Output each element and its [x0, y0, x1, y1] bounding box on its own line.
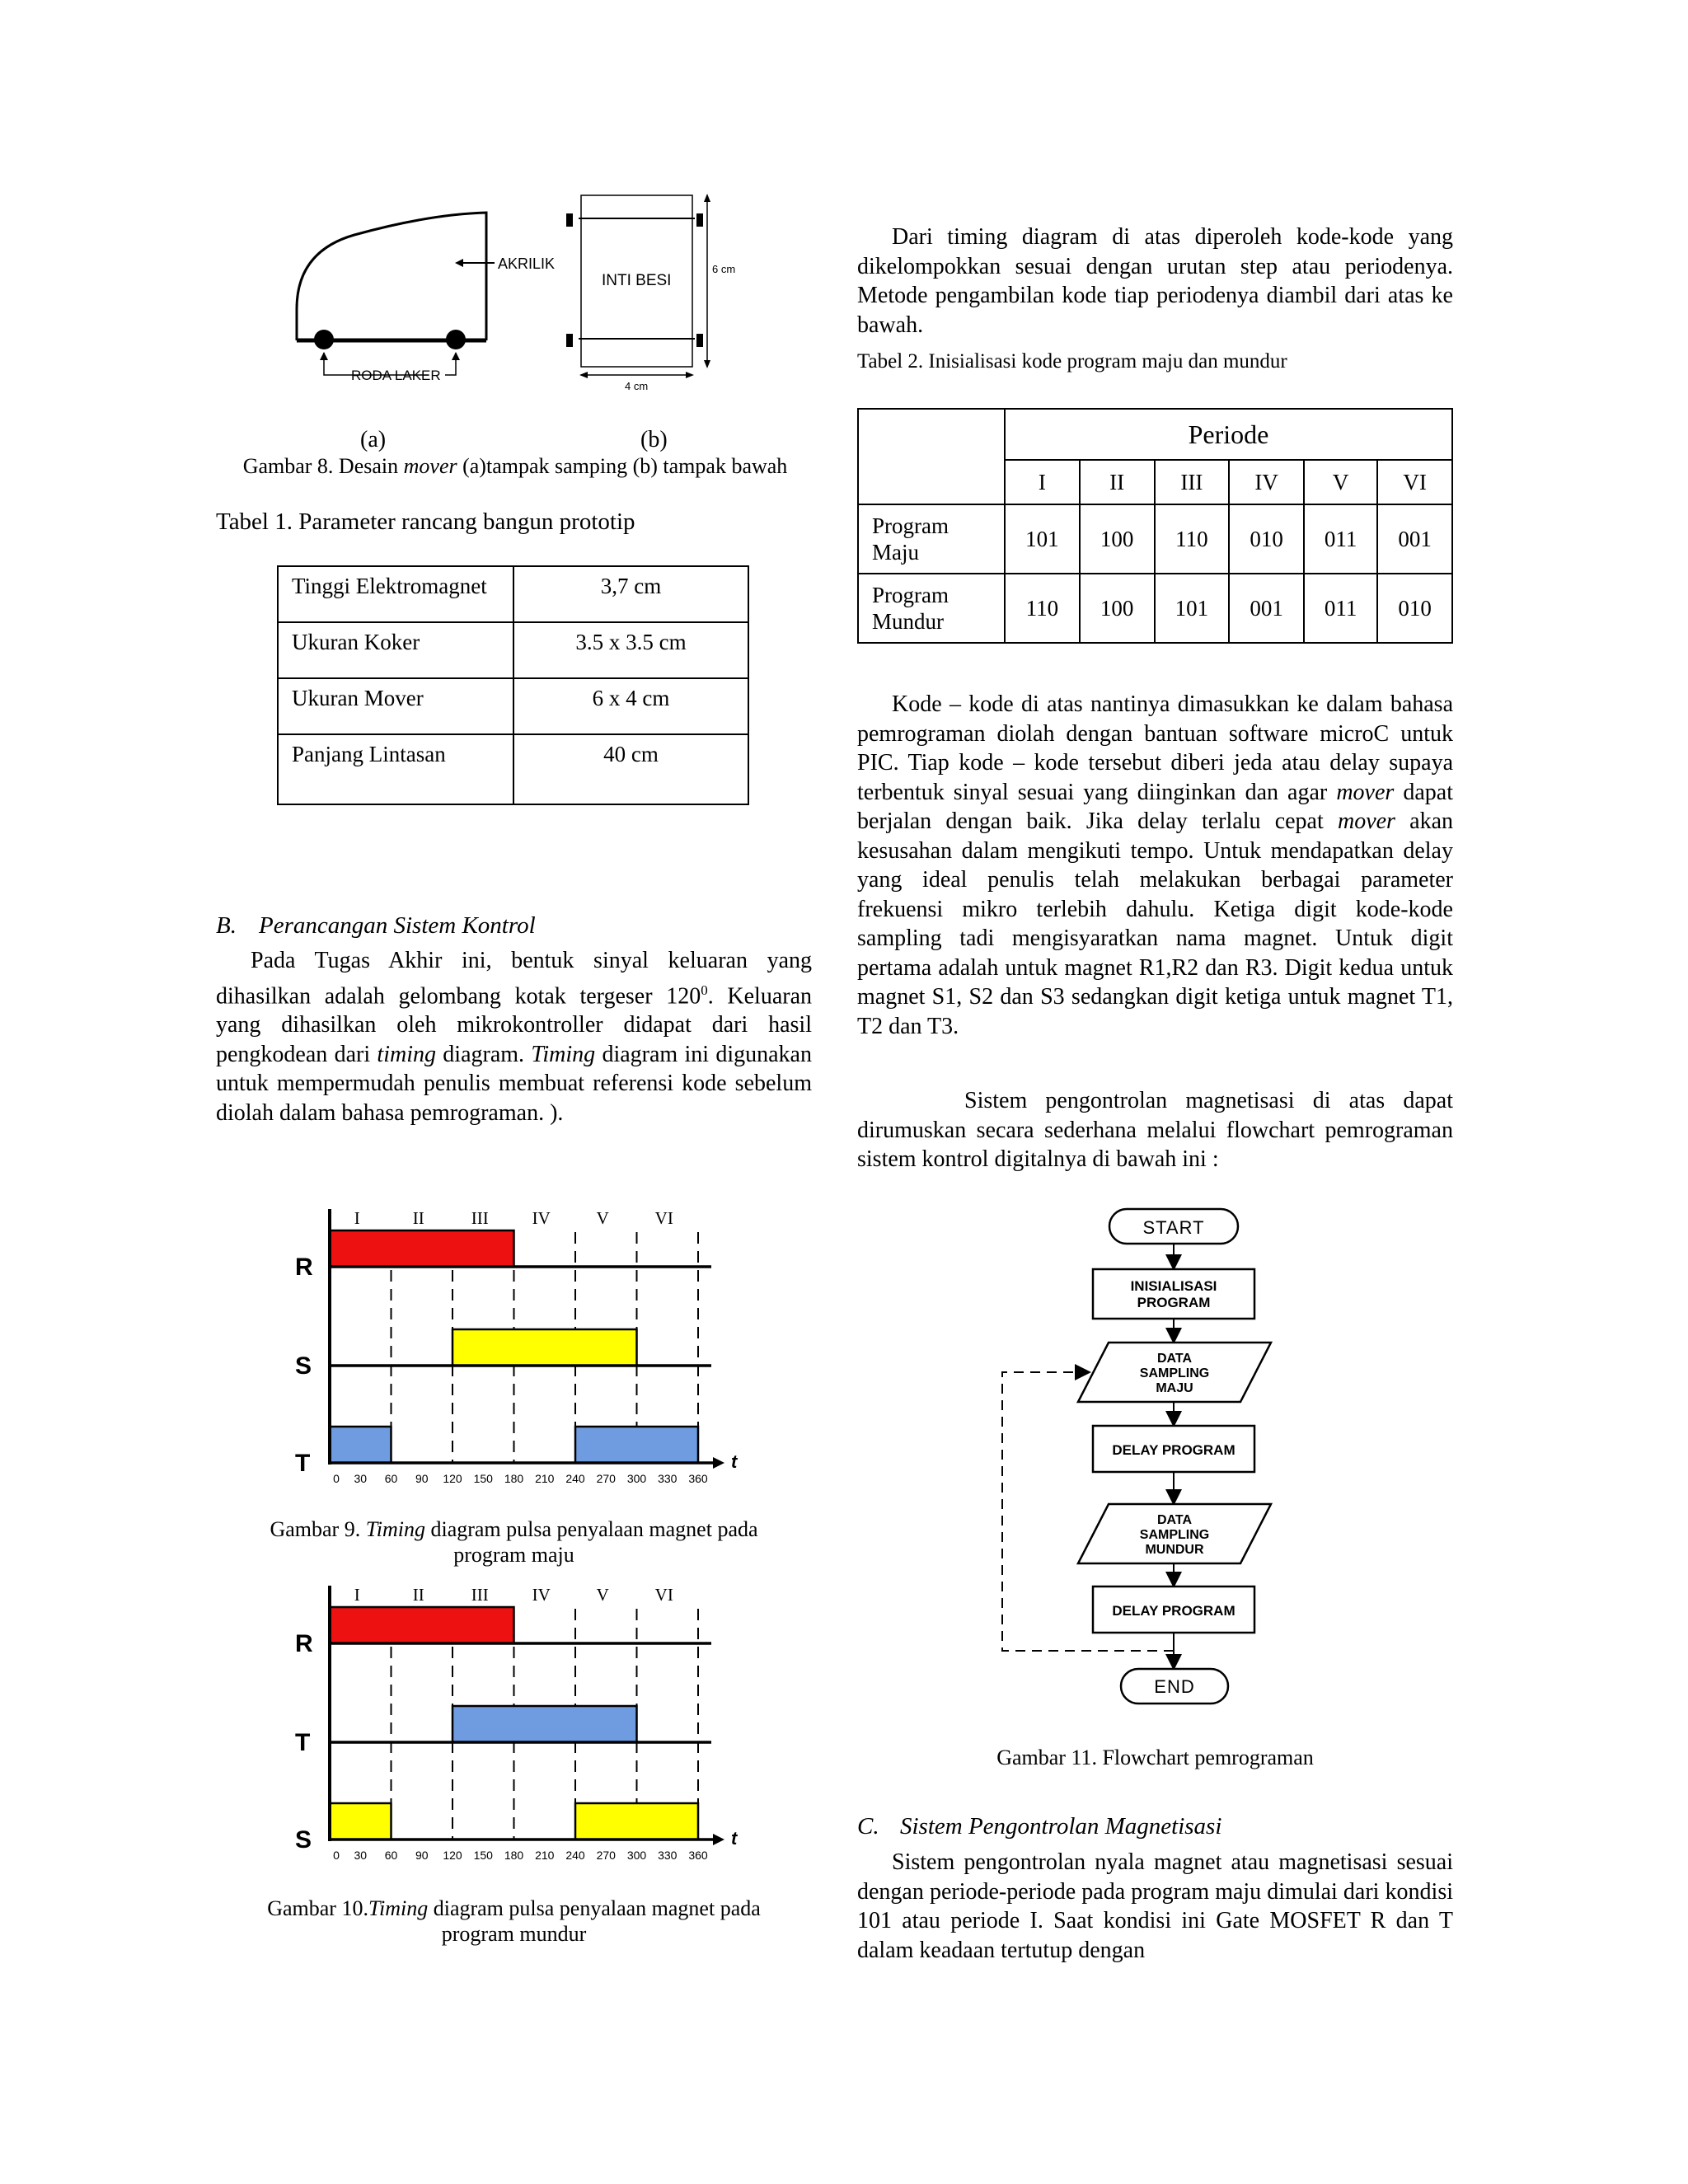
table2-header-periode: Periode	[1005, 409, 1452, 460]
table-cell-param: Tinggi Elektromagnet	[278, 566, 513, 622]
table-cell: 100	[1080, 504, 1155, 574]
right-para-1: Dari timing diagram di atas diperoleh kode-kode yang dikelompokkan sesuai dengan urutan step atau periodenya. Metode pengambilan kode tiap periodenya diambil dari atas ke bawah.	[857, 224, 1453, 338]
table-cell: 011	[1304, 574, 1377, 643]
tick-label: 300	[626, 1472, 647, 1485]
label-akrilik: AKRILIK	[498, 255, 556, 272]
period-label: II	[412, 1208, 424, 1228]
svg-text:PROGRAM: PROGRAM	[1137, 1295, 1211, 1310]
table1-title: Tabel 1. Parameter rancang bangun prototip	[216, 509, 635, 535]
fig8-sub-b: (b)	[640, 427, 668, 452]
table-header-cell: VI	[1377, 460, 1452, 504]
timing-diagram-maju	[280, 1199, 750, 1496]
pulse-s	[330, 1803, 392, 1840]
table-row-label: Program Maju	[858, 504, 1005, 574]
pulse-r	[330, 1230, 514, 1267]
svg-text:MAJU: MAJU	[1156, 1381, 1193, 1395]
table-cell-value: 40 cm	[513, 734, 748, 804]
table-row	[278, 734, 748, 804]
label-6cm: 6 cm	[712, 263, 736, 275]
tick-label: 330	[658, 1472, 678, 1485]
tick-label: 300	[626, 1849, 647, 1862]
period-label: II	[412, 1585, 424, 1605]
tick-label: 0	[333, 1849, 340, 1862]
period-label: VI	[654, 1585, 673, 1605]
flow-end-label: END	[1154, 1676, 1195, 1697]
fig8-caption: Gambar 8. Desain mover (a)tampak samping (b) tampak bawah	[242, 454, 788, 478]
table-row-label: Program Mundur	[858, 574, 1005, 643]
svg-text:DELAY PROGRAM: DELAY PROGRAM	[1112, 1603, 1236, 1619]
table-cell-param: Panjang Lintasan	[278, 734, 513, 804]
fig8-sub-a: (a)	[360, 427, 387, 452]
period-label: I	[354, 1585, 360, 1605]
signal-label-s: S	[295, 1826, 312, 1854]
section-b-body: Pada Tugas Akhir ini, bentuk sinyal keluaran yang dihasilkan adalah gelombang kotak tergeser $120^0$. Keluaran yang dihasilkan oleh mikrokontroller didapat dari hasil pengkodean dari timing diagram. Timing diagram ini digunakan untuk mempermudah penulis membuat referensi kode sebelum diolah dalam bahasa pemrograman. ).	[216, 948, 813, 1126]
tick-label: 270	[596, 1849, 616, 1862]
svg-text:SAMPLING: SAMPLING	[1139, 1366, 1210, 1380]
label-4cm: 4 cm	[625, 380, 649, 392]
pulse-t	[330, 1427, 392, 1463]
period-label: IV	[532, 1208, 551, 1228]
table-cell: 010	[1229, 504, 1304, 574]
svg-text:DATA: DATA	[1156, 1513, 1193, 1527]
period-label: I	[354, 1208, 360, 1228]
tick-label: 0	[333, 1472, 340, 1485]
pulse-s	[452, 1329, 637, 1366]
period-label: III	[471, 1208, 489, 1228]
svg-text:SAMPLING: SAMPLING	[1139, 1528, 1210, 1542]
label-roda-laker: RODA LAKER	[351, 368, 441, 383]
time-arrow-icon	[713, 1457, 724, 1469]
table-header-cell: I	[1005, 460, 1080, 504]
table-cell: 101	[1005, 504, 1080, 574]
tick-label: 90	[415, 1472, 429, 1485]
tick-label: 90	[415, 1849, 429, 1862]
signal-label-s: S	[295, 1352, 312, 1380]
period-label: IV	[532, 1585, 551, 1605]
fig9-caption: Gambar 9. Timing diagram pulsa penyalaan magnet pada program maju	[270, 1517, 758, 1567]
table-cell: 100	[1080, 574, 1155, 643]
table-cell: 110	[1155, 504, 1230, 574]
tick-label: 360	[688, 1849, 708, 1862]
flow-init-program	[1093, 1269, 1254, 1319]
table2-title: Tabel 2. Inisialisasi kode program maju dan mundur	[857, 350, 1287, 373]
tick-label: 270	[596, 1472, 616, 1485]
right-para-2: Kode – kode di atas nantinya dimasukkan ke dalam bahasa pemrograman diolah dengan bantuan software microC untuk PIC. Tiap kode – kode tersebut diberi jeda atau delay supaya terbentuk sinyal sesuai yang diinginkan dan agar mover dapat berjalan dengan baik. Jika delay terlalu cepat mover akan kesusahan dalam mengikuti tempo. Untuk mendapatkan delay yang ideal penulis telah melakukan berbagai parameter frekuensi mikro terlebih dahulu. Ketiga digit kode-kode sampling tadi mengisyaratkan nama magnet. Untuk digit pertama adalah untuk magnet R1,R2 dan R3. Digit kedua untuk magnet S1, S2 dan S3 sedangkan digit ketiga untuk magnet T1, T2 dan T3.	[857, 691, 1454, 1039]
tick-label: 210	[535, 1849, 555, 1862]
signal-label-t: T	[295, 1729, 311, 1756]
right-para-4: Sistem pengontrolan nyala magnet atau magnetisasi sesuai dengan periode-periode pada program maju dimulai dari kondisi 101 atau periode I. Saat kondisi ini Gate MOSFET R dan T dalam keadaan tertutup dengan	[857, 1849, 1453, 1963]
wheel-right	[446, 330, 466, 349]
table-cell: 001	[1377, 504, 1452, 574]
table-cell: 101	[1155, 574, 1230, 643]
pulse-s	[575, 1803, 698, 1840]
table-row	[278, 622, 748, 678]
table-row	[858, 574, 1452, 643]
fig11-caption: Gambar 11. Flowchart pemrograman	[996, 1746, 1314, 1769]
mover-side-body	[297, 213, 486, 340]
svg-text:MUNDUR: MUNDUR	[1145, 1543, 1204, 1557]
svg-text:DATA: DATA	[1156, 1352, 1193, 1366]
tick-label: 60	[384, 1849, 398, 1862]
tick-label: 240	[565, 1472, 585, 1485]
tick-label: 30	[354, 1472, 368, 1485]
table-header-cell: III	[1155, 460, 1230, 504]
right-para-3: Sistem pengontrolan magnetisasi di atas dapat dirumuskan secara sederhana melalui flowchart pemrograman sistem kontrol digitalnya di bawah ini :	[857, 1088, 1453, 1172]
table-header-cell: IV	[1229, 460, 1304, 504]
tick-label: 180	[504, 1849, 524, 1862]
table-cell-value: 3.5 x 3.5 cm	[513, 622, 748, 678]
table-cell-value: 3,7 cm	[513, 566, 748, 622]
tick-label: 150	[473, 1849, 493, 1862]
period-label: III	[471, 1585, 489, 1605]
flowchart-programming	[989, 1199, 1319, 1718]
svg-text:INISIALISASI: INISIALISASI	[1130, 1278, 1217, 1294]
tick-label: 210	[535, 1472, 555, 1485]
time-axis-label: t	[731, 1451, 738, 1472]
tick-label: 180	[504, 1472, 524, 1485]
table-row	[858, 504, 1452, 574]
period-label: V	[596, 1585, 609, 1605]
timing-diagram-mundur	[280, 1576, 750, 1872]
table-row	[278, 566, 748, 622]
table-row	[858, 409, 1452, 460]
figure-8-mover-design	[280, 185, 742, 400]
tick-label: 120	[443, 1472, 462, 1485]
table-cell: 001	[1229, 574, 1304, 643]
table1-parameters	[277, 565, 749, 805]
table-row	[278, 678, 748, 734]
period-label: VI	[654, 1208, 673, 1228]
section-b-heading: B. Perancangan Sistem Kontrol	[216, 912, 536, 939]
period-label: V	[596, 1208, 609, 1228]
signal-label-t: T	[295, 1450, 311, 1477]
section-c-heading: C. Sistem Pengontrolan Magnetisasi	[857, 1813, 1222, 1840]
table-header-cell: V	[1304, 460, 1377, 504]
time-arrow-icon	[713, 1834, 724, 1845]
table-cell: 010	[1377, 574, 1452, 643]
table2-codes	[857, 408, 1453, 644]
table-cell-param: Ukuran Koker	[278, 622, 513, 678]
pulse-t	[452, 1706, 637, 1742]
table-cell-param: Ukuran Mover	[278, 678, 513, 734]
table-header-cell: II	[1080, 460, 1155, 504]
tick-label: 240	[565, 1849, 585, 1862]
svg-text:DELAY PROGRAM: DELAY PROGRAM	[1112, 1442, 1236, 1458]
signal-label-r: R	[295, 1630, 313, 1657]
time-axis-label: t	[731, 1828, 738, 1849]
tick-label: 120	[443, 1849, 462, 1862]
signal-label-r: R	[295, 1254, 313, 1281]
tick-label: 60	[384, 1472, 398, 1485]
tick-label: 330	[658, 1849, 678, 1862]
flow-start-label: START	[1142, 1217, 1205, 1238]
table-cell-value: 6 x 4 cm	[513, 678, 748, 734]
pulse-t	[575, 1427, 698, 1463]
tick-label: 360	[688, 1472, 708, 1485]
wheel-left	[314, 330, 334, 349]
tick-label: 30	[354, 1849, 368, 1862]
tick-label: 150	[473, 1472, 493, 1485]
label-inti-besi: INTI BESI	[602, 272, 672, 289]
table-cell: 110	[1005, 574, 1080, 643]
pulse-r	[330, 1607, 514, 1643]
table-cell: 011	[1304, 504, 1377, 574]
fig10-caption: Gambar 10.Timing diagram pulsa penyalaan magnet pada program mundur	[267, 1896, 761, 1946]
